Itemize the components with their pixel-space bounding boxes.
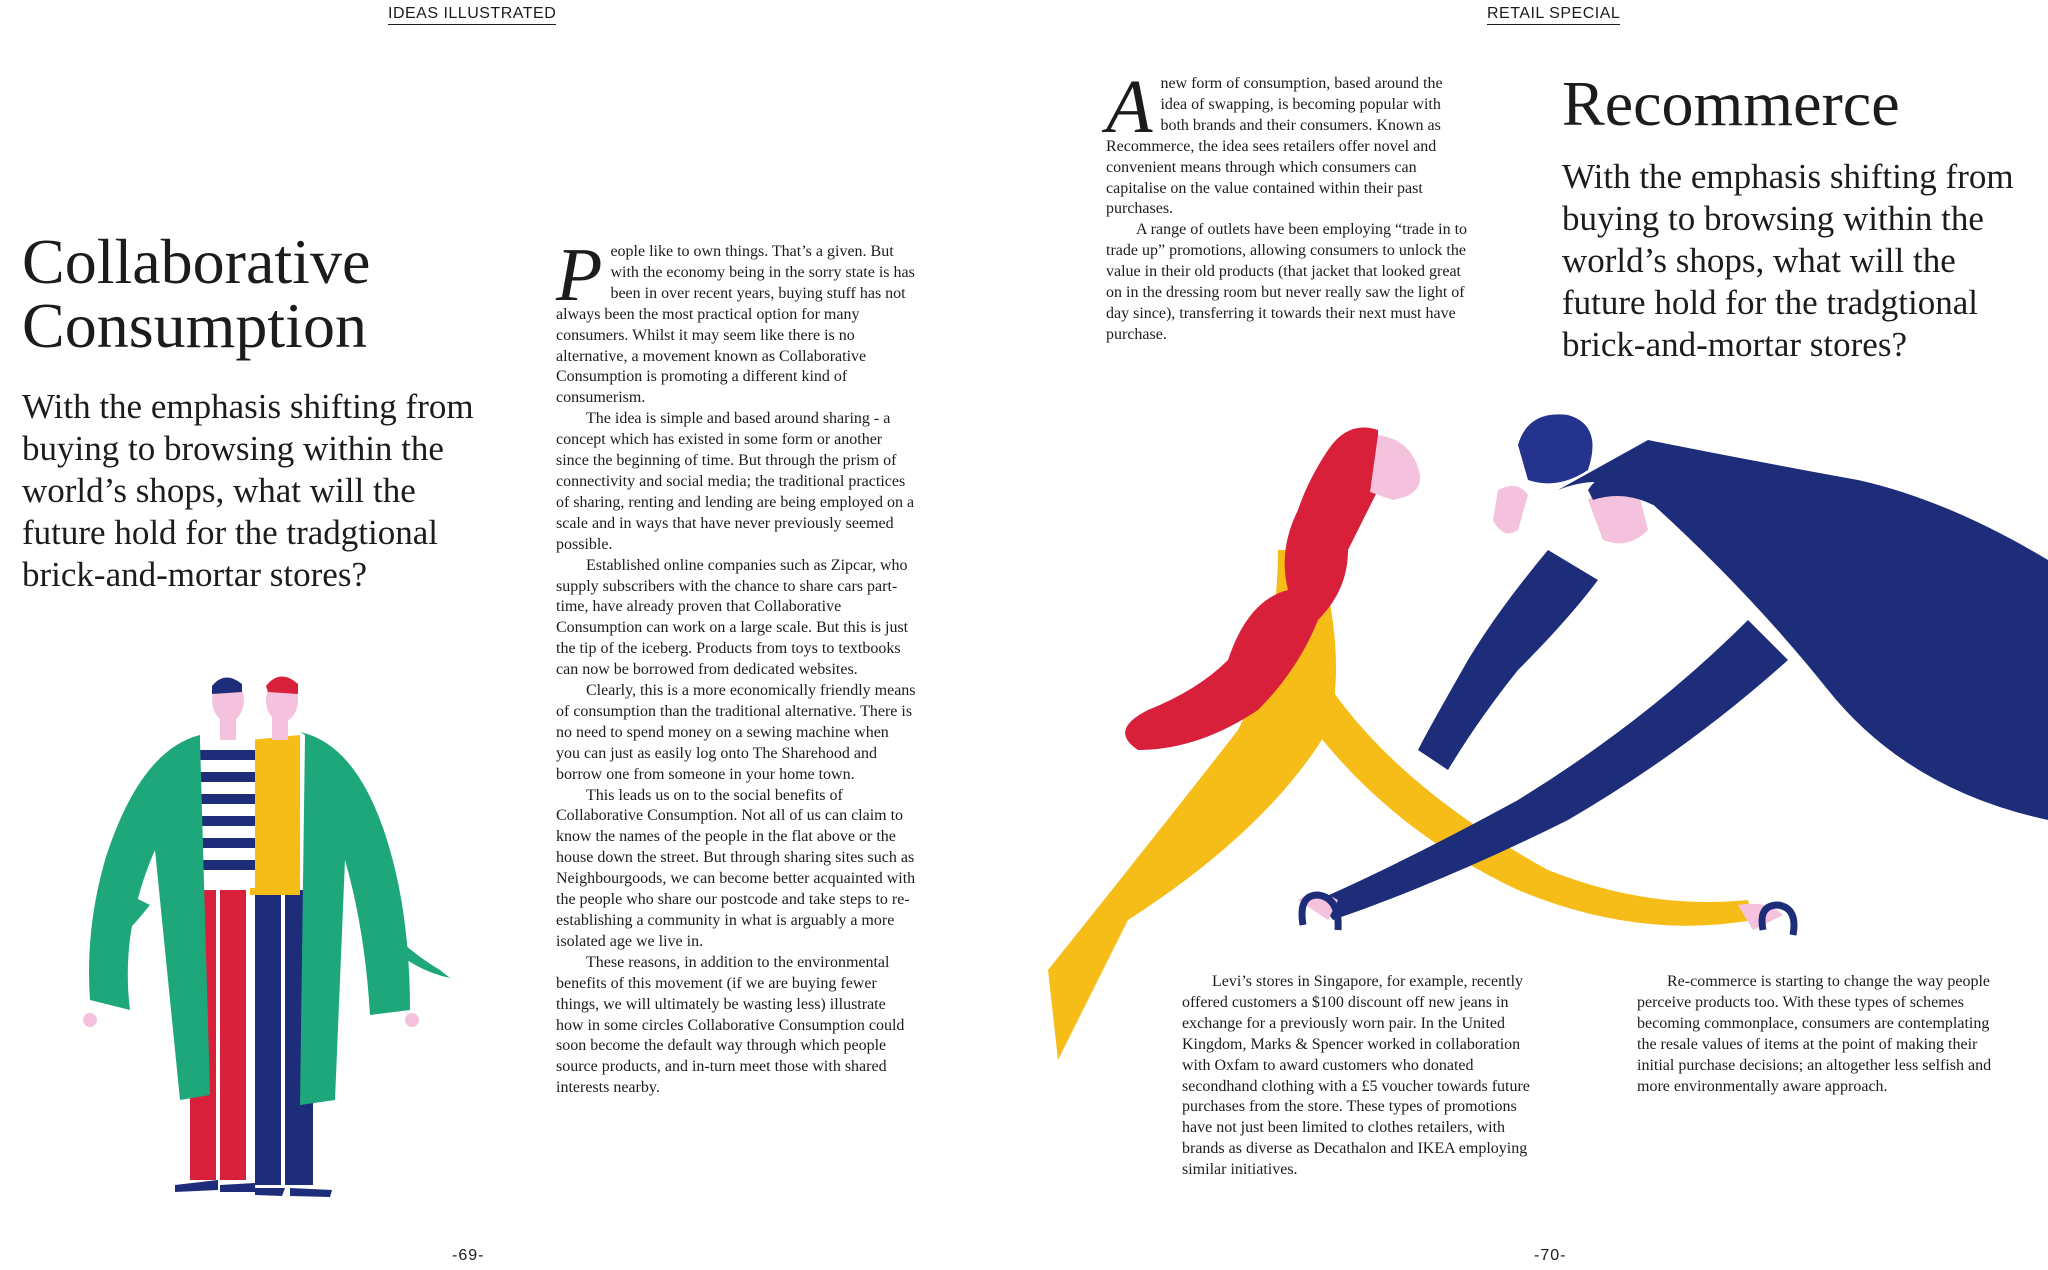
shoe — [290, 1188, 332, 1197]
body-paragraph: eople like to own things. That’s a given. But with the economy being in the sorry state is has been in over recent years, buying stuff has not always been the most practical option for many consumers. Whilst it may seem like there is no alternative, a movement known as Collaborative Consumption is promoting a different kind of consumerism. — [556, 243, 915, 407]
hair-navy — [212, 677, 242, 694]
section-label-ideas-illustrated: IDEAS ILLUSTRATED — [388, 5, 556, 25]
striped-shirt — [200, 738, 255, 888]
shoe — [220, 1183, 255, 1192]
hand — [405, 1013, 419, 1027]
hand — [83, 1013, 97, 1027]
hair-red — [266, 676, 298, 694]
body-paragraph: A range of outlets have been employing “trade in to trade up” promotions, allowing consumers to unlock the value in their old products (that jacket that looked great on in the dressing room but never really saw the light of day since), transferring it towards their next must have purchase. — [1106, 221, 1468, 343]
body-paragraph: The idea is simple and based around sharing - a concept which has existed in some form or another since the beginning of time. But through the prism of connectivity and social media; the traditional practices of sharing, renting and lending are being employed on a scale and in ways that have never previously seemed possible. — [556, 410, 915, 553]
green-coat-left — [89, 735, 210, 1100]
man-navy-raised-arm — [1418, 550, 1598, 770]
green-coat-right — [300, 732, 410, 1105]
recommerce-column-three — [1637, 972, 1993, 1097]
man-hat — [1518, 414, 1593, 483]
body-paragraph: Clearly, this is a more economically friendly means of consumption than the traditional alternative. There is no need to spend money on a sewing machine when you can just as easily log onto The Sharehood and borrow one from someone in your home town. — [556, 682, 916, 783]
man-raised-hand — [1493, 486, 1528, 533]
woman-face — [1370, 435, 1420, 500]
article-title-line2: Consumption — [22, 290, 367, 361]
dropcap-a: A — [1106, 65, 1153, 149]
article-subtitle: With the emphasis shifting from buying to browsing within the world’s shops, what will the future hold for the tradgtional brick-and-mortar stores? — [22, 387, 474, 594]
shoe — [175, 1180, 218, 1192]
article-body-left — [556, 233, 916, 1099]
red-trousers-right-leg — [220, 890, 246, 1180]
section-label-retail-special: RETAIL SPECIAL — [1487, 5, 1620, 25]
body-paragraph: Established online companies such as Zipcar, who supply subscribers with the chance to share cars part-time, have already proven that Collaborative Consumption can work on a large scale. But this is just the tip of the iceberg. Products from toys to textbooks can now be borrowed from dedicated websites. — [556, 556, 909, 679]
recommerce-column-two — [1182, 972, 1540, 1181]
article-title-line1: Collaborative — [22, 226, 371, 297]
recommerce-title: Recommerce — [1562, 68, 1900, 139]
page-number-left: -69- — [452, 1247, 485, 1264]
navy-trousers-left-leg — [255, 890, 281, 1185]
page-number-right: -70- — [1534, 1247, 1567, 1264]
body-paragraph: new form of consumption, based around the idea of swapping, is becoming popular with both brands and their consumers. Known as Recommerce, the idea sees retailers offer novel and convenient means through which consumers can capitalise on the value contained within their past purchases. — [1106, 75, 1443, 218]
body-paragraph: Levi’s stores in Singapore, for example, recently offered customers a $100 discount off new jeans in exchange for a previously worn pair. In the United Kingdom, Marks & Spencer worked in collaboration with Oxfam to award customers who donated secondhand clothing with a £5 voucher towards future purchases from the store. These types of promotions have not just been limited to clothes retailers, with brands as diverse as Decathalon and IKEA employing similar initiatives. — [1182, 973, 1530, 1179]
recommerce-subtitle: With the emphasis shifting from buying to browsing within the world’s shops, what will the future hold for the tradgtional brick-and-mortar stores? — [1562, 157, 2014, 364]
body-paragraph: Re-commerce is starting to change the way people perceive products too. With these types of schemes becoming commonplace, consumers are contemplating the resale values of items at the point of making their initial purchase decisions; an altogether less selfish and more environmentally aware approach. — [1637, 973, 1992, 1095]
body-paragraph: These reasons, in addition to the environmental benefits of this movement (if we are buying fewer things, we will ultimately be wasting less) illustrate how in some circles Collaborative Consumption could soon become the default way through which people source products, and in-turn meet those with shared interests nearby. — [556, 953, 905, 1097]
shoe — [255, 1188, 285, 1196]
yellow-shirt — [250, 735, 300, 895]
dropcap-p: P — [556, 233, 603, 317]
recommerce-intro — [1106, 65, 1472, 346]
illustration-two-people-hugging — [60, 680, 460, 1200]
body-paragraph: This leads us on to the social benefits of Collaborative Consumption. Not all of us can claim to know the names of the people in the flat above or the house down the street. But through sharing sites such as Neighbourgoods, we can become better acquainted with the people who share our postcode and take steps to re-establishing a community in what is arguably a more isolated age we live in. — [556, 786, 916, 950]
article-title-block — [22, 226, 482, 361]
